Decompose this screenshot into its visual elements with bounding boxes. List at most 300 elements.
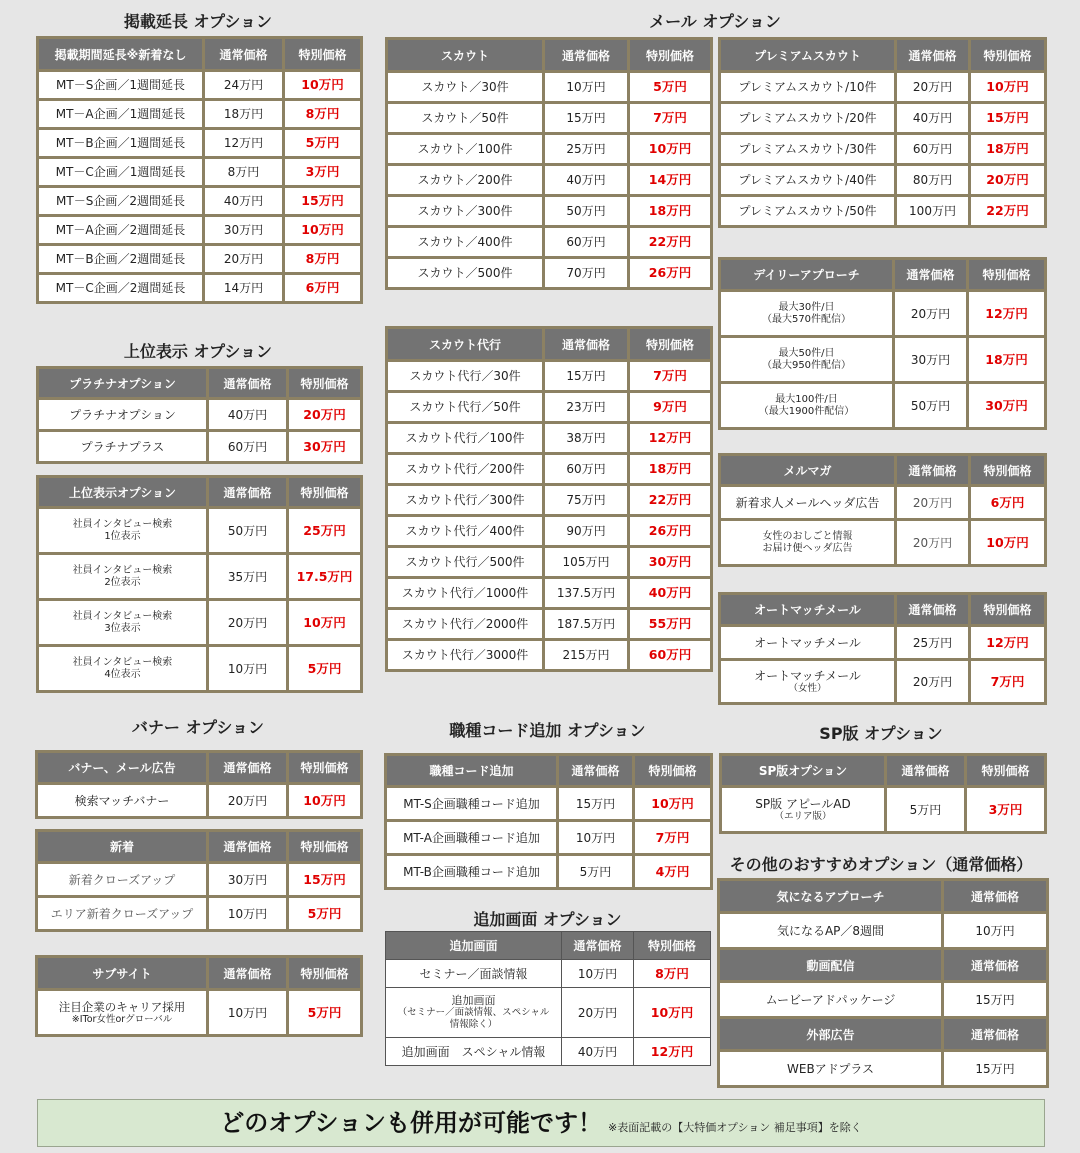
col-header-name: 新着: [37, 831, 208, 863]
option-name: プレミアムスカウト/30件: [720, 134, 896, 165]
special-price: 22万円: [629, 227, 712, 258]
footer-banner: [37, 1099, 1045, 1147]
normal-price: 24万円: [204, 71, 284, 100]
normal-price: 30万円: [204, 216, 284, 245]
normal-price: 60万円: [544, 227, 629, 258]
footer-message: どのオプションも併用が可能です！: [220, 1109, 603, 1137]
table-row: [720, 291, 1046, 337]
normal-price: 14万円: [204, 274, 284, 303]
special-price: 10万円: [970, 72, 1046, 103]
table-job-code: [384, 753, 713, 890]
special-price: 26万円: [629, 516, 712, 547]
option-name: スカウト代行／1000件: [387, 578, 544, 609]
option-name: 最大100件/日: [775, 393, 838, 405]
table-row: [38, 245, 362, 274]
option-name: 社員インタビュー検索: [72, 518, 173, 530]
normal-price: 50万円: [544, 196, 629, 227]
normal-price: 40万円: [562, 1038, 634, 1066]
normal-price: 23万円: [544, 392, 629, 423]
normal-price: 50万円: [894, 383, 968, 429]
normal-price: 100万円: [896, 196, 970, 227]
option-name: 社員インタビュー検索: [72, 656, 173, 668]
normal-price: 12万円: [204, 129, 284, 158]
special-price: 5万円: [284, 129, 362, 158]
col-header-special: 特別価格: [288, 831, 362, 863]
special-price: 8万円: [284, 245, 362, 274]
normal-price: 10万円: [558, 821, 634, 855]
section-title-extra-screen: 追加画面 オプション: [473, 910, 622, 929]
special-price: 3万円: [966, 787, 1046, 833]
normal-price: 20万円: [896, 660, 970, 704]
option-name: スカウト代行／3000件: [387, 640, 544, 671]
table-banner: [35, 750, 363, 819]
table-row: [387, 578, 712, 609]
table-row: [387, 103, 712, 134]
table-row: [387, 392, 712, 423]
col-header-special: 特別価格: [288, 477, 362, 508]
special-price: 25万円: [288, 508, 362, 554]
col-header-special: 特別価格: [968, 259, 1046, 291]
table-row: [386, 1038, 711, 1066]
table-row: [38, 431, 362, 463]
table-row: [38, 100, 362, 129]
option-name: エリア新着クローズアップ: [37, 897, 208, 931]
option-name: 社員インタビュー検索: [72, 564, 173, 576]
special-price: 9万円: [629, 392, 712, 423]
option-note: 情報除く）: [449, 1019, 498, 1030]
special-price: 22万円: [629, 485, 712, 516]
normal-price: 187.5万円: [544, 609, 629, 640]
col-header-normal: 通常価格: [896, 455, 970, 486]
table-row: [387, 423, 712, 454]
table-row: [387, 227, 712, 258]
col-header-name: オートマッチメール: [720, 594, 896, 626]
section-title-mail: メール オプション: [649, 12, 781, 31]
table-row: [38, 187, 362, 216]
table-row: [387, 361, 712, 392]
table-row: [386, 821, 712, 855]
table-row: [387, 485, 712, 516]
table-new-arrival: [35, 829, 363, 932]
col-header-normal: 通常価格: [544, 39, 629, 72]
table-row: [720, 196, 1046, 227]
special-price: 30万円: [629, 547, 712, 578]
special-price: 10万円: [629, 134, 712, 165]
col-header-name: バナー、メール広告: [37, 752, 208, 784]
col-header-special: 特別価格: [970, 594, 1046, 626]
table-automatch: [718, 592, 1047, 705]
table-row: [720, 165, 1046, 196]
special-price: 15万円: [284, 187, 362, 216]
special-price: 18万円: [629, 196, 712, 227]
section-title-sp: SP版 オプション: [819, 724, 943, 743]
option-name: 追加画面: [451, 994, 496, 1007]
special-price: 8万円: [634, 960, 711, 988]
section-title-other: その他のおすすめオプション（通常価格）: [729, 855, 1033, 874]
normal-price: 25万円: [544, 134, 629, 165]
col-header-ad: 外部広告: [719, 1018, 943, 1051]
col-header-name: スカウト代行: [387, 328, 544, 361]
option-note: ※ITor女性orグローバル: [71, 1013, 173, 1025]
col-header-normal: 通常価格: [544, 328, 629, 361]
table-row: [386, 988, 711, 1038]
col-header-normal: 通常価格: [943, 949, 1048, 982]
col-header-name: デイリーアプローチ: [720, 259, 894, 291]
col-header-special: 特別価格: [634, 755, 712, 787]
special-price: 15万円: [288, 863, 362, 897]
option-name: MT-S企画職種コード追加: [386, 787, 558, 821]
option-name: MT－C企画／2週間延長: [38, 274, 204, 303]
col-header-name: 追加画面: [386, 932, 562, 960]
normal-price: 20万円: [208, 784, 288, 818]
table-row: [387, 640, 712, 671]
table-row: [38, 274, 362, 303]
special-price: 14万円: [629, 165, 712, 196]
special-price: 7万円: [629, 361, 712, 392]
normal-price: 15万円: [544, 361, 629, 392]
special-price: 5万円: [288, 646, 362, 692]
table-scout-agent: [385, 326, 713, 672]
option-name-line2: お届け便ヘッダ広告: [762, 542, 853, 554]
option-name: セミナー／面談情報: [386, 960, 562, 988]
option-name: MT－A企画／1週間延長: [38, 100, 204, 129]
normal-price: 25万円: [896, 626, 970, 660]
special-price: 18万円: [968, 337, 1046, 383]
option-name: 最大50件/日: [778, 347, 835, 359]
normal-price: 10万円: [544, 72, 629, 103]
normal-price: 90万円: [544, 516, 629, 547]
option-note: （女性）: [788, 682, 827, 694]
option-name: スカウト代行／100件: [387, 423, 544, 454]
table-row: [387, 134, 712, 165]
special-price: 4万円: [634, 855, 712, 889]
option-name: MT-B企画職種コード追加: [386, 855, 558, 889]
option-name: スカウト／30件: [387, 72, 544, 103]
option-name: スカウト／500件: [387, 258, 544, 289]
normal-price: 15万円: [544, 103, 629, 134]
special-price: 17.5万円: [288, 554, 362, 600]
option-name: スカウト代行／50件: [387, 392, 544, 423]
option-name: 気になるAP／8週間: [719, 913, 943, 949]
table-row: [720, 520, 1046, 566]
col-header-special: 特別価格: [629, 39, 712, 72]
special-price: 60万円: [629, 640, 712, 671]
normal-price: 10万円: [208, 897, 288, 931]
option-name: スカウト代行／2000件: [387, 609, 544, 640]
normal-price: 10万円: [943, 913, 1048, 949]
col-header-special: 特別価格: [288, 368, 362, 399]
col-header-name: プラチナオプション: [38, 368, 208, 399]
normal-price: 20万円: [208, 600, 288, 646]
table-row: [721, 787, 1046, 833]
table-extension: [36, 36, 363, 304]
table-row: [38, 216, 362, 245]
normal-price: 35万円: [208, 554, 288, 600]
normal-price: 60万円: [896, 134, 970, 165]
col-header-normal: 通常価格: [886, 755, 966, 787]
table-row: [37, 990, 362, 1036]
col-header-special: 特別価格: [634, 932, 711, 960]
option-rank: 2位表示: [104, 576, 141, 588]
special-price: 10万円: [634, 988, 711, 1038]
option-name: スカウト代行／500件: [387, 547, 544, 578]
option-name: 新着クローズアップ: [37, 863, 208, 897]
normal-price: 40万円: [208, 399, 288, 431]
option-name: オートマッチメール: [720, 626, 896, 660]
col-header-name: サブサイト: [37, 957, 208, 990]
special-price: 5万円: [288, 990, 362, 1036]
option-name: プレミアムスカウト/40件: [720, 165, 896, 196]
col-header-special: 特別価格: [970, 39, 1046, 72]
col-header-name: プレミアムスカウト: [720, 39, 896, 72]
option-rank: 1位表示: [104, 530, 141, 542]
special-price: 5万円: [629, 72, 712, 103]
col-header-special: 特別価格: [629, 328, 712, 361]
option-name: SP版 アピールAD: [755, 796, 851, 811]
option-note: （最大950件配信）: [761, 359, 852, 371]
col-header-special: 特別価格: [970, 455, 1046, 486]
option-rank: 4位表示: [104, 668, 141, 680]
special-price: 55万円: [629, 609, 712, 640]
table-row: [38, 646, 362, 692]
special-price: 20万円: [970, 165, 1046, 196]
normal-price: 20万円: [896, 72, 970, 103]
table-row: [37, 784, 362, 818]
normal-price: 40万円: [204, 187, 284, 216]
normal-price: 50万円: [208, 508, 288, 554]
option-note: （エリア版）: [774, 810, 832, 822]
table-premium-scout: [718, 37, 1047, 228]
normal-price: 75万円: [544, 485, 629, 516]
normal-price: 60万円: [208, 431, 288, 463]
normal-price: 18万円: [204, 100, 284, 129]
special-price: 30万円: [968, 383, 1046, 429]
option-name: プラチナプラス: [38, 431, 208, 463]
table-row: [720, 134, 1046, 165]
normal-price: 40万円: [544, 165, 629, 196]
option-name: 追加画面 スペシャル情報: [386, 1038, 562, 1066]
normal-price: 80万円: [896, 165, 970, 196]
normal-price: 30万円: [894, 337, 968, 383]
col-header-normal: 通常価格: [204, 38, 284, 71]
normal-price: 20万円: [896, 520, 970, 566]
option-name: プレミアムスカウト/50件: [720, 196, 896, 227]
table-extra-screen: [385, 931, 711, 1066]
option-name: 最大30件/日: [778, 301, 835, 313]
special-price: 12万円: [634, 1038, 711, 1066]
table-row: [38, 71, 362, 100]
option-name: スカウト代行／200件: [387, 454, 544, 485]
col-header-name: スカウト: [387, 39, 544, 72]
option-name: プラチナオプション: [38, 399, 208, 431]
special-price: 15万円: [970, 103, 1046, 134]
special-price: 6万円: [284, 274, 362, 303]
normal-price: 20万円: [894, 291, 968, 337]
special-price: 7万円: [629, 103, 712, 134]
col-header-normal: 通常価格: [943, 1018, 1048, 1051]
special-price: 12万円: [629, 423, 712, 454]
col-header-special: 特別価格: [288, 752, 362, 784]
option-name: プレミアムスカウト/20件: [720, 103, 896, 134]
option-name: スカウト／200件: [387, 165, 544, 196]
option-name: 検索マッチバナー: [37, 784, 208, 818]
table-row: [720, 383, 1046, 429]
option-name: WEBアドプラス: [719, 1051, 943, 1087]
special-price: 40万円: [629, 578, 712, 609]
table-row: [720, 337, 1046, 383]
col-header-normal: 通常価格: [208, 477, 288, 508]
table-row: [38, 158, 362, 187]
col-header-special: 特別価格: [966, 755, 1046, 787]
section-title-extension: 掲載延長 オプション: [123, 12, 273, 31]
col-header-normal: 通常価格: [208, 831, 288, 863]
option-name: MT－A企画／2週間延長: [38, 216, 204, 245]
table-row: [387, 547, 712, 578]
option-name: 新着求人メールヘッダ広告: [720, 486, 896, 520]
col-header-normal: 通常価格: [896, 594, 970, 626]
table-other: [717, 878, 1049, 1088]
option-name: MT-A企画職種コード追加: [386, 821, 558, 855]
special-price: 10万円: [288, 784, 362, 818]
table-row: [719, 1051, 1048, 1087]
normal-price: 60万円: [544, 454, 629, 485]
normal-price: 38万円: [544, 423, 629, 454]
table-row: [37, 863, 362, 897]
table-daily-approach: [718, 257, 1047, 430]
table-mailmag: [718, 453, 1047, 567]
col-header-video: 動画配信: [719, 949, 943, 982]
option-name: オートマッチメール: [754, 668, 861, 683]
col-header-special: 特別価格: [288, 957, 362, 990]
normal-price: 30万円: [208, 863, 288, 897]
option-name: MT－S企画／1週間延長: [38, 71, 204, 100]
option-name: プレミアムスカウト/10件: [720, 72, 896, 103]
normal-price: 10万円: [208, 990, 288, 1036]
option-name: MT－B企画／2週間延長: [38, 245, 204, 274]
col-header-normal: 通常価格: [894, 259, 968, 291]
normal-price: 5万円: [886, 787, 966, 833]
option-name: 女性のおしごと情報: [762, 530, 853, 542]
table-row: [719, 913, 1048, 949]
normal-price: 20万円: [896, 486, 970, 520]
table-row: [720, 660, 1046, 704]
table-row: [720, 626, 1046, 660]
option-name: スカウト代行／300件: [387, 485, 544, 516]
option-name: スカウト／50件: [387, 103, 544, 134]
normal-price: 20万円: [204, 245, 284, 274]
table-row: [38, 508, 362, 554]
col-header-normal: 通常価格: [208, 368, 288, 399]
option-name: 社員インタビュー検索: [72, 610, 173, 622]
table-platinum: [36, 366, 363, 464]
table-top-display: [36, 475, 363, 693]
table-row: [38, 399, 362, 431]
special-price: 10万円: [284, 71, 362, 100]
col-header-normal: 通常価格: [562, 932, 634, 960]
option-name: スカウト代行／400件: [387, 516, 544, 547]
normal-price: 10万円: [562, 960, 634, 988]
special-price: 20万円: [288, 399, 362, 431]
table-row: [387, 609, 712, 640]
col-header-name: 掲載期間延長※新着なし: [38, 38, 204, 71]
option-name: スカウト／100件: [387, 134, 544, 165]
normal-price: 15万円: [943, 1051, 1048, 1087]
col-header-name: 上位表示オプション: [38, 477, 208, 508]
special-price: 26万円: [629, 258, 712, 289]
special-price: 7万円: [970, 660, 1046, 704]
normal-price: 15万円: [558, 787, 634, 821]
special-price: 30万円: [288, 431, 362, 463]
col-header-approach: 気になるアプローチ: [719, 880, 943, 913]
option-name: スカウト代行／30件: [387, 361, 544, 392]
table-row: [387, 196, 712, 227]
section-title-job-code: 職種コード追加 オプション: [449, 721, 646, 740]
table-sp: [719, 753, 1047, 834]
col-header-name: メルマガ: [720, 455, 896, 486]
normal-price: 105万円: [544, 547, 629, 578]
special-price: 10万円: [634, 787, 712, 821]
normal-price: 137.5万円: [544, 578, 629, 609]
special-price: 8万円: [284, 100, 362, 129]
normal-price: 8万円: [204, 158, 284, 187]
table-scout: [385, 37, 713, 290]
col-header-normal: 通常価格: [943, 880, 1048, 913]
option-name: MT－C企画／1週間延長: [38, 158, 204, 187]
special-price: 22万円: [970, 196, 1046, 227]
table-row: [720, 103, 1046, 134]
option-rank: 3位表示: [104, 622, 141, 634]
col-header-name: SP版オプション: [721, 755, 886, 787]
normal-price: 70万円: [544, 258, 629, 289]
normal-price: 215万円: [544, 640, 629, 671]
table-row: [387, 165, 712, 196]
table-row: [387, 454, 712, 485]
option-name: 注目企業のキャリア採用: [58, 999, 186, 1014]
table-row: [37, 897, 362, 931]
special-price: 12万円: [968, 291, 1046, 337]
special-price: 6万円: [970, 486, 1046, 520]
normal-price: 15万円: [943, 982, 1048, 1018]
col-header-name: 職種コード追加: [386, 755, 558, 787]
col-header-normal: 通常価格: [208, 957, 288, 990]
table-row: [386, 855, 712, 889]
option-name: MT－B企画／1週間延長: [38, 129, 204, 158]
normal-price: 20万円: [562, 988, 634, 1038]
table-row: [386, 960, 711, 988]
col-header-special: 特別価格: [284, 38, 362, 71]
option-name: スカウト／400件: [387, 227, 544, 258]
col-header-normal: 通常価格: [208, 752, 288, 784]
normal-price: 40万円: [896, 103, 970, 134]
special-price: 7万円: [634, 821, 712, 855]
table-row: [38, 554, 362, 600]
normal-price: 10万円: [208, 646, 288, 692]
special-price: 18万円: [970, 134, 1046, 165]
col-header-normal: 通常価格: [558, 755, 634, 787]
table-row: [720, 72, 1046, 103]
special-price: 10万円: [288, 600, 362, 646]
option-name: ムービーアドパッケージ: [719, 982, 943, 1018]
table-row: [38, 600, 362, 646]
option-note: （セミナー／面談情報、スペシャル: [397, 1007, 550, 1018]
table-row: [387, 258, 712, 289]
special-price: 18万円: [629, 454, 712, 485]
table-row: [387, 72, 712, 103]
section-title-top-display: 上位表示 オプション: [123, 342, 273, 361]
option-note: （最大1900件配信）: [758, 405, 855, 417]
table-row: [720, 486, 1046, 520]
normal-price: 5万円: [558, 855, 634, 889]
